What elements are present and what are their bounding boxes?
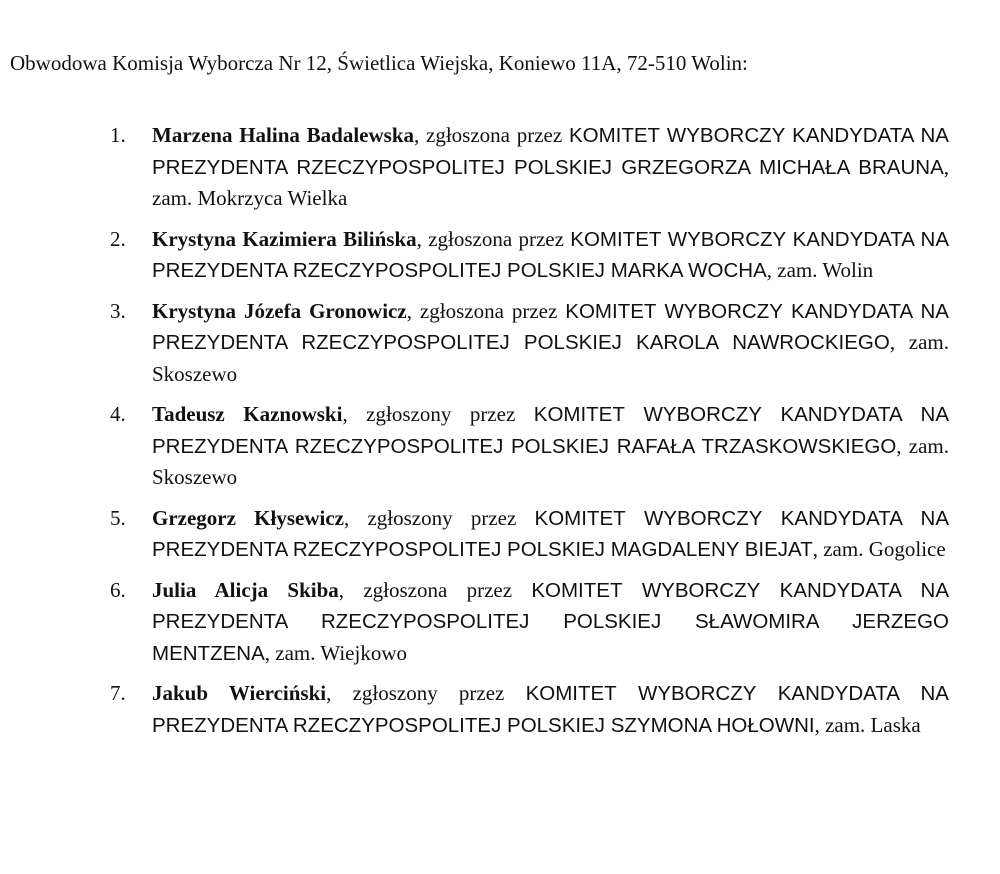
member-nomination-text: , zgłoszony przez [342, 402, 534, 426]
member-committee: KOMITET WYBORCZY KANDYDATA NA PREZYDENTA RZECZYPOSPOLITEJ POLSKIEJ MAGDALENY BIEJAT [152, 506, 949, 561]
member-residence: , zam. Skoszewo [152, 433, 950, 489]
member-name: Julia Alicja Skiba [152, 577, 339, 602]
member-name: Krystyna Józefa Gronowicz [152, 298, 407, 323]
member-committee: KOMITET WYBORCZY KANDYDATA NA PREZYDENTA RZECZYPOSPOLITEJ POLSKIEJ MARKA WOCHA [152, 227, 949, 282]
member-item [110, 399, 950, 494]
member-number: 1. [110, 123, 126, 147]
member-committee: KOMITET WYBORCZY KANDYDATA NA PREZYDENTA RZECZYPOSPOLITEJ POLSKIEJ KAROLA NAWROCKIEGO [152, 299, 949, 354]
member-residence: , zam. Gogolice [812, 537, 946, 561]
member-name: Krystyna Kazimiera Bilińska [152, 226, 417, 251]
member-name: Grzegorz Kłysewicz [152, 505, 344, 530]
member-residence: , zam. Mokrzyca Wielka [152, 154, 949, 210]
member-number: 4. [110, 402, 126, 426]
member-number: 3. [110, 298, 126, 323]
member-number: 7. [110, 681, 126, 705]
member-item [110, 503, 949, 566]
member-number: 5. [110, 505, 126, 530]
member-nomination-text: , zgłoszona przez [416, 226, 571, 251]
member-committee: KOMITET WYBORCZY KANDYDATA NA PREZYDENTA RZECZYPOSPOLITEJ POLSKIEJ RAFAŁA TRZASKOWSKIEGO [152, 403, 949, 458]
member-nomination-text: , zgłoszony przez [326, 681, 526, 705]
member-item [110, 296, 949, 391]
member-number: 2. [110, 226, 126, 251]
member-residence: , zam. Wiejkowo [264, 640, 407, 665]
member-name: Marzena Halina Badalewska [152, 123, 415, 147]
member-residence: , zam. Laska [814, 712, 921, 737]
member-committee: KOMITET WYBORCZY KANDYDATA NA PREZYDENTA RZECZYPOSPOLITEJ POLSKIEJ SŁAWOMIRA JERZEGO MENTZENA [152, 578, 949, 665]
member-number: 6. [110, 577, 126, 602]
member-item [110, 120, 949, 215]
member-nomination-text: , zgłoszona przez [414, 123, 569, 147]
member-nomination-text: , zgłoszona przez [406, 298, 566, 323]
member-residence: , zam. Wolin [766, 258, 874, 282]
member-item [110, 575, 949, 670]
commission-heading: Obwodowa Komisja Wyborcza Nr 12, Świetlica Wiejska, Koniewo 11A, 72-510 Wolin: [10, 51, 748, 75]
member-residence: , zam. Skoszewo [152, 330, 949, 386]
member-item [110, 678, 949, 741]
member-committee: KOMITET WYBORCZY KANDYDATA NA PREZYDENTA RZECZYPOSPOLITEJ POLSKIEJ GRZEGORZA MICHAŁA BRAUNA [152, 124, 949, 179]
member-committee: KOMITET WYBORCZY KANDYDATA NA PREZYDENTA RZECZYPOSPOLITEJ POLSKIEJ SZYMONA HOŁOWNI [152, 682, 949, 737]
commission-member-list [110, 120, 950, 750]
member-item [110, 224, 949, 287]
member-nomination-text: , zgłoszony przez [343, 505, 535, 530]
member-name: Tadeusz Kaznowski [152, 402, 343, 426]
member-name: Jakub Wierciński [152, 681, 327, 705]
member-nomination-text: , zgłoszona przez [338, 577, 532, 602]
